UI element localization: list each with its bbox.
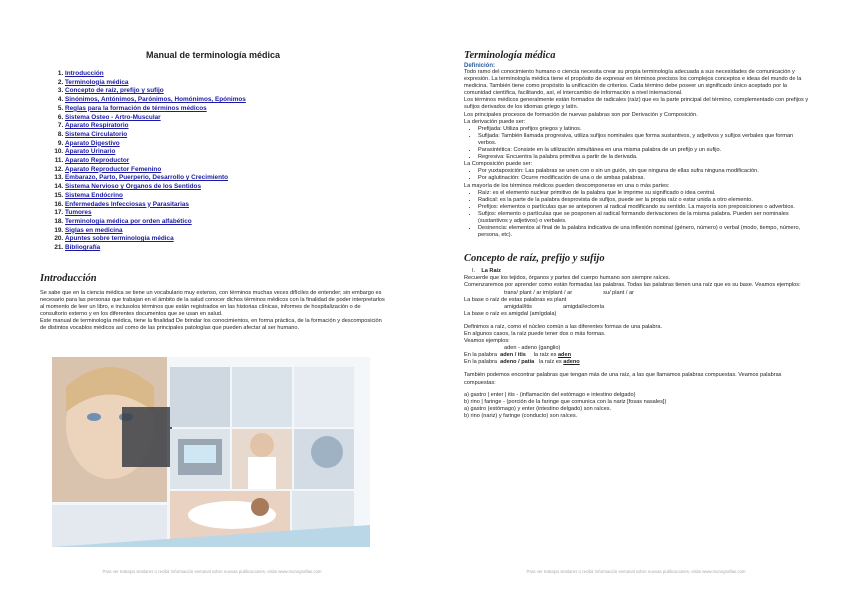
raiz-paragraph: Recuerde que los tejidos, órganos y partes del cuerpo humano son siempre raíces. [464, 275, 671, 282]
compound-example: a) gastro | enter | itis - (inflamación del estómago e intestino delgado) [464, 391, 636, 398]
definition-paragraph: Los principales procesos de formación de nuevas palabras son por Derivación y Composición. [464, 111, 698, 118]
toc-item[interactable]: 8. Sistema Circulatorio [65, 131, 386, 140]
list-item: • Prefijada: Utiliza prefijos griegos y latinos. [478, 126, 812, 133]
toc-item[interactable]: 15. Sistema Endócrino [65, 192, 386, 201]
list-item: • Por yuxtaposición: Las palabras se unen con o sin un guión, sin que ninguna de ellas sufra ninguna modificación. [478, 168, 812, 175]
list-item: • Por aglutinación: Ocurre modificación de una o de ambas palabras. [478, 175, 812, 182]
example-line: La base o raíz de estas palabras es plant [464, 296, 567, 303]
parts-list [464, 190, 812, 240]
example-line: La base o raíz es amigdal (amígdala) [464, 310, 557, 317]
compound-intro: También podemos encontrar palabras que tengan más de una raíz, a las que llamamos palabras compuestas. Veamos palabras compuestas: [464, 372, 782, 386]
word-example: En la palabra aden / itis la raíz es aden [464, 352, 571, 359]
word-example: En la palabra adeno / patía la raíz es adeno [464, 359, 580, 366]
see-examples: Veamos ejemplos: [464, 338, 510, 345]
toc-item[interactable]: 7. Aparato Respiratorio [65, 122, 386, 131]
toc-item[interactable]: 21. Bibliografía [65, 244, 386, 253]
list-item: • Radical: es la parte de la palabra desprovista de sufijos, puede ser la propia raíz o estar unida a otro elemento. [478, 197, 812, 204]
page-footer: Para ver trabajos similares o recibir información semanal sobre nuevas publicaciones, visite www.monografias.com [102, 569, 322, 574]
toc-item[interactable]: 17. Tumores [65, 209, 386, 218]
list-item: • Prefijos: elementos o partículas que se anteponen al radical modificando su sentido. La mayoría son preposiciones o adverbios. [478, 204, 812, 211]
toc-item[interactable]: 3. Concepto de raíz, prefijo y sufijo [65, 87, 386, 96]
toc-item[interactable]: 10. Aparato Urinario [65, 148, 386, 157]
list-item: • Sufijos: elemento o partículas que se posponen al radical formando derivaciones de la misma palabra. Pueden ser nominales (sustantivos y adjetivos) o verbales. [478, 211, 812, 225]
toc-item[interactable]: 9. Aparato Digestivo [65, 140, 386, 149]
collage-graphic [52, 357, 370, 547]
toc-item[interactable]: 1. Introducción [65, 70, 386, 79]
raiz-paragraph: Comenzaremos por aprender como están formadas las palabras. Todas las palabras tienen una raíz que es su base. Veamos ejemplos: [464, 282, 801, 289]
list-item: • Regresiva: Encuentra la palabra primitiva a partir de la derivada. [478, 154, 812, 161]
right-page [424, 0, 848, 599]
intro-paragraph: Se sabe que en la ciencia médica se tiene un vocabulario muy extenso, con términos muchas veces difíciles de entender; sin embargo es necesario para las personas que trabajan en el ámbito de la salud conocer dichos términos médicos con la finalidad de poder interpretarlos al momento de leer un libro, e inclusolos términos que están registrados en las historias clínicas, informes de hospitalización o de consultorio externo y en los diferentes documentos que se usan en salud. [40, 289, 385, 318]
derivation-intro: La derivación puede ser: [464, 118, 526, 125]
composition-list [464, 168, 812, 182]
compound-example: a) gastro (estómago) y enter (intestino delgado) son raíces. [464, 405, 612, 412]
concept-heading: Concepto de raíz, prefijo y sufijo [464, 253, 605, 265]
compound-example: b) rino (nariz) y faringe (conducto) son raíces. [464, 412, 578, 419]
derivation-list [464, 126, 812, 161]
toc-item[interactable]: 16. Enfermedades Infecciosas y Parasitarias [65, 201, 386, 210]
definition-label: Definición: [464, 63, 495, 69]
raiz-number: I. [472, 268, 476, 275]
toc-item[interactable]: 19. Siglas en medicina [65, 227, 386, 236]
toc-item[interactable]: 2. Terminología médica [65, 79, 386, 88]
document-title: Manual de terminología médica [145, 50, 281, 60]
intro-heading: Introducción [40, 272, 97, 284]
list-item: • Desinencia: elementos al final de la palabra indicativa de una inflexión nominal (género, número) o verbal (modo, tiempo, número, persona, etc). [478, 225, 812, 239]
toc-item[interactable]: 5. Reglas para la formación de términos médicos [65, 105, 386, 114]
example-line: trans/ plant / ar im/plant / ar su/ plant / ar [504, 289, 634, 296]
toc-item[interactable]: 13. Embarazo, Parto, Puerperio, Desarrollo y Crecimiento [65, 174, 386, 183]
section-heading: Terminología médica [464, 50, 556, 61]
parts-intro: La mayoría de los términos médicos pueden descomponerse en una o más partes: [464, 182, 670, 189]
toc-item[interactable]: 6. Sistema Osteo - Artro-Muscular [65, 114, 386, 123]
composition-intro: La Composición puede ser: [464, 161, 533, 168]
list-item: • Sufijada: También llamada progresiva, utiliza sufijos nominales que forma sustantivos, y adjetivos y sufijos verbales que forman verbos. [478, 133, 812, 147]
toc-item[interactable]: 18. Terminología médica por orden alfabético [65, 218, 386, 227]
toc-item[interactable]: 4. Sinónimos, Antónimos, Parónimos, Homónimos, Epónimos [65, 96, 386, 105]
toc-item[interactable]: 12. Aparato Reproductor Femenino [65, 166, 386, 175]
raiz-definition: Definimos a raíz, como el núcleo común a las diferentes formas de una palabra. [464, 323, 663, 330]
table-of-contents [40, 70, 386, 253]
toc-item[interactable]: 11. Aparato Reproductor [65, 157, 386, 166]
list-item: • Raíz: es el elemento nuclear primitivo de la palabra que le imprime su significado o idea central. [478, 190, 812, 197]
compound-example: b) rino | faringe - (porción de la faringe que comunica con la nariz [fosas nasales]) [464, 398, 667, 405]
list-item: • Parasintética: Consiste en la utilización simultánea en una misma palabra de un prefijo y un sufijo. [478, 147, 812, 154]
page-footer: Para ver trabajos similares o recibir información semanal sobre nuevas publicaciones, visite www.monografias.com [526, 569, 746, 574]
toc-item[interactable]: 14. Sistema Nervioso y Organos de los Sentidos [65, 183, 386, 192]
definition-paragraph: Los términos médicos generalmente están formados de radicales (raíz) que es la parte principal del término, complementado con prefijos y sufijos derivados de los idiomas griego y latín. [464, 97, 809, 111]
raiz-title: La Raíz [481, 268, 501, 275]
definition-paragraph: Todo ramo del conocimiento humano o ciencia necesita crear su propia terminología adecuada a sus necesidades de comunicación y expresión. La terminología médica tiene el propósito de expresar en términos precisos los complejos conceptos e ideas del mundo de la medicina. También tiene como propósito la unificación de criterios. Cada término debe poseer un significado único aceptado por la comunidad científica, facilitando, así, el intercambio de información a nivel internacional. [464, 69, 802, 97]
example-line: aden - adeno (ganglio) [504, 345, 561, 352]
intro-paragraph: Este manual de terminología médica, tiene la finalidad De brindar los conocimientos, en forma práctica, de la formación y descomposición de distintos vocablos médicos así como de las principales patologías que pueden afectar al ser humano. [40, 318, 382, 332]
raiz-forms: En algunos casos, la raíz puede tener dos o más formas. [464, 331, 606, 337]
medical-collage-image [52, 357, 370, 547]
toc-item[interactable]: 20. Apuntes sobre terminología médica [65, 235, 386, 244]
raiz-subheading [464, 268, 812, 275]
example-line: amigdal/itis amigdal/ectomía [504, 303, 605, 310]
